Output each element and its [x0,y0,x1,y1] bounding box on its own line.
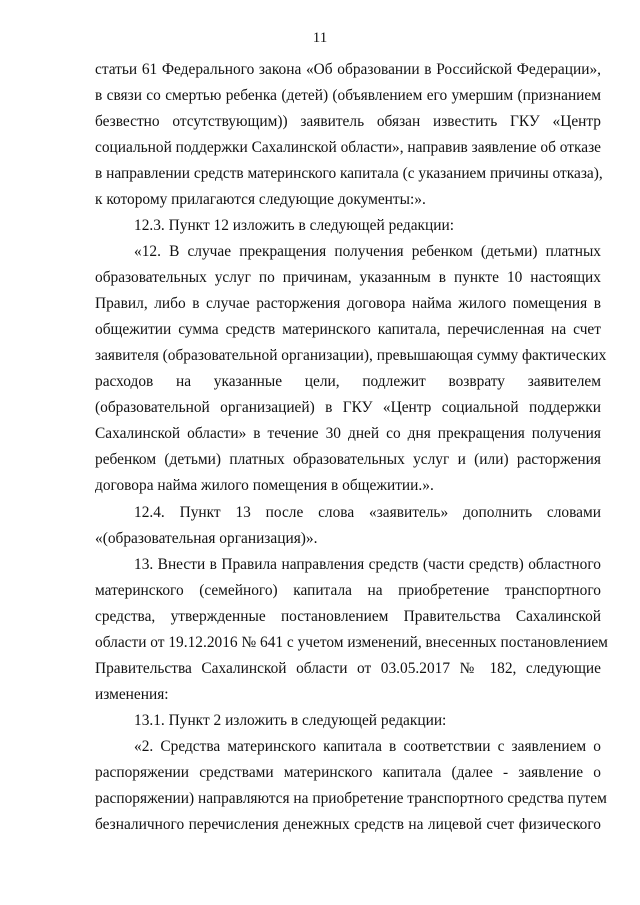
text-line: распоряжении средствами материнского капитала (далее - заявление о [95,764,601,781]
text-line: в связи со смертью ребенка (детей) (объявлением его умершим (признанием [95,87,601,104]
text-line: к которому прилагаются следующие документы:». [95,191,426,208]
text-line: 12.3. Пункт 12 изложить в следующей редакции: [134,217,455,234]
text-line: 13. Внести в Правила направления средств (части средств) областного [134,556,601,573]
text-line: в направлении средств материнского капитала (с указанием причины отказа), [95,165,603,182]
text-line: безвестно отсутствующим)) заявитель обязан известить ГКУ «Центр [95,113,601,130]
text-line: (образовательной организацией) в ГКУ «Центр социальной поддержки [95,399,601,416]
text-line: Правил, либо в случае расторжения договора найма жилого помещения в [95,295,601,312]
text-line: «(образовательная организация)». [95,530,318,547]
text-line: материнского (семейного) капитала на приобретение транспортного [95,582,601,599]
text-line: заявителя (образовательной организации), превышающая сумму фактических [95,347,607,364]
text-line: образовательных услуг по причинам, указанным в пункте 10 настоящих [95,269,601,286]
text-line: 13.1. Пункт 2 изложить в следующей редакции: [134,712,447,729]
text-line: средства, утвержденные постановлением Правительства Сахалинской [95,608,601,625]
text-line: «12. В случае прекращения получения ребенком (детьми) платных [134,243,601,260]
text-line: общежитии сумма средств материнского капитала, перечисленная на счет [95,321,601,338]
text-line: распоряжении) направляются на приобретение транспортного средства путем [95,790,607,807]
text-line: изменения: [95,686,169,703]
text-line: статьи 61 Федерального закона «Об образовании в Российской Федерации», [95,61,601,78]
text-line: безналичного перечисления денежных средств на лицевой счет физического [95,816,601,833]
text-line: социальной поддержки Сахалинской области», направив заявление об отказе [95,139,601,156]
text-line: договора найма жилого помещения в общежитии.». [95,477,434,494]
text-line: области от 19.12.2016 № 641 с учетом изменений, внесенных постановлением [95,634,608,651]
text-line: 12.4. Пункт 13 после слова «заявитель» дополнить словами [134,504,601,521]
text-line: ребенком (детьми) платных образовательных услуг и (или) расторжения [95,451,601,468]
page-number: 11 [312,30,328,46]
text-line: Правительства Сахалинской области от 03.05.2017 № 182, следующие [95,660,601,677]
text-line: расходов на указанные цели, подлежит возврату заявителем [95,373,601,390]
text-line: Сахалинской области» в течение 30 дней со дня прекращения получения [95,425,601,442]
text-line: «2. Средства материнского капитала в соответствии с заявлением о [134,738,601,755]
